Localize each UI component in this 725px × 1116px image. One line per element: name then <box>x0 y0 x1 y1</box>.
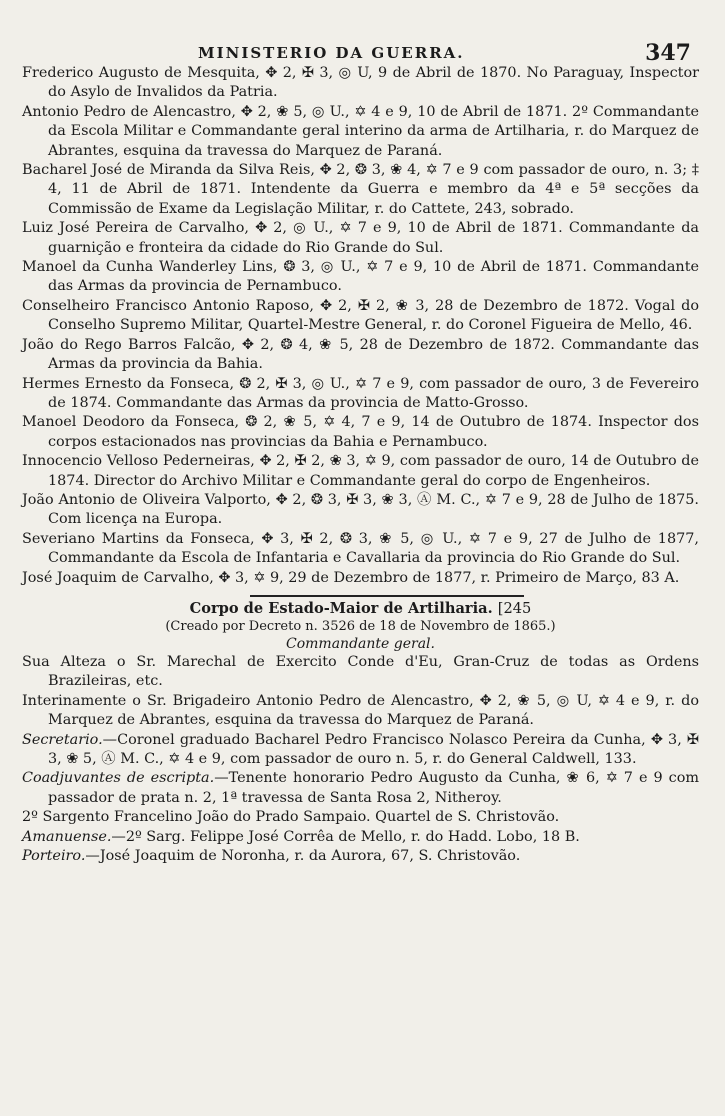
entry-text: —Coronel graduado Bacharel Pedro Francisco Nolasco Pereira da Cunha, ✥ 3, ✠ 3, ❀ 5, Ⓐ M. C., ✡ 4 e 9, com passador de ouro n. 5, r. do General Caldwell, 133. <box>48 731 699 767</box>
role-label: Secretario. <box>22 731 103 748</box>
running-title: MINISTERIO DA GUERRA. <box>198 44 465 62</box>
page-number: 347 <box>645 40 691 66</box>
officer-entry: Luiz José Pereira de Carvalho, ✥ 2, ◎ U., ✡ 7 e 9, 10 de Abril de 1871. Commandante da guarnição e fronteira da cidade do Rio Grande do Sul. <box>22 220 699 256</box>
officer-entry: Innocencio Velloso Pederneiras, ✥ 2, ✠ 2, ❀ 3, ✡ 9, com passador de ouro, 14 de Outubro de 1874. Director do Archivo Militar e Commandante geral do corpo de Engenheiros. <box>22 453 699 489</box>
staff-entry <box>22 653 699 692</box>
section-title: Corpo de Estado-Maior de Artilharia. <box>189 599 493 617</box>
officer-entry: Manoel Deodoro da Fonseca, ❂ 2, ❀ 5, ✡ 4, 7 e 9, 14 de Outubro de 1874. Inspector dos corpos estacionados nas provincias da Bahia e Pernambuco. <box>22 414 699 450</box>
staff-entry <box>22 731 699 770</box>
entry-text: Sua Alteza o Sr. Marechal de Exercito Conde d'Eu, Gran-Cruz de todas as Ordens Brazileiras, etc. <box>22 653 699 690</box>
section-decree: (Creado por Decreto n. 3526 de 18 de Novembro de 1865.) <box>165 618 556 634</box>
officer-entry: José Joaquim de Carvalho, ✥ 3, ✡ 9, 29 de Dezembro de 1877, r. Primeiro de Março, 83 A. <box>22 569 680 586</box>
staff-entry <box>22 828 699 847</box>
officer-entry: Antonio Pedro de Alencastro, ✥ 2, ❀ 5, ◎ U., ✡ 4 e 9, 10 de Abril de 1871. 2º Commandante da Escola Militar e Commandante geral interino da arma de Artilharia, r. do Marquez de Abrantes, esquina da travessa do Marquez de Paraná. <box>22 103 699 159</box>
officer-entry: Conselheiro Francisco Antonio Raposo, ✥ 2, ✠ 2, ❀ 3, 28 de Dezembro de 1872. Vogal do Conselho Supremo Militar, Quartel-Mestre General, r. do Coronel Figueira de Mello, 46. <box>22 297 699 334</box>
entry-text: —2º Sarg. Felippe José Corrêa de Mello, r. do Hadd. Lobo, 18 B. <box>111 828 580 845</box>
officer-list-top <box>22 64 699 588</box>
section-heading <box>22 599 699 618</box>
role-label: Amanuense. <box>22 828 112 845</box>
officer-entry: Frederico Augusto de Mesquita, ✥ 2, ✠ 3, ◎ U, 9 de Abril de 1870. No Paraguay, Inspector do Asylo de Invalidos da Patria. <box>22 65 699 101</box>
section-subheading: Commandante geral. <box>286 635 435 652</box>
officer-list-bottom <box>22 653 699 866</box>
staff-entry <box>22 769 699 808</box>
staff-entry <box>22 692 699 731</box>
section-count: [245 <box>497 599 532 617</box>
entry-text: —José Joaquim de Noronha, r. da Aurora, 67, S. Christovão. <box>85 848 521 865</box>
staff-entry <box>22 808 699 827</box>
staff-entry <box>22 847 699 866</box>
role-label: Porteiro. <box>22 848 86 865</box>
entry-text: Interinamente o Sr. Brigadeiro Antonio Pedro de Alencastro, ✥ 2, ❀ 5, ◎ U, ✡ 4 e 9, r. do Marquez de Abrantes, esquina da travessa do Marquez de Paraná. <box>22 692 699 729</box>
officer-entry: Severiano Martins da Fonseca, ✥ 3, ✠ 2, ❂ 3, ❀ 5, ◎ U., ✡ 7 e 9, 27 de Julho de 1877, Commandante da Escola de Infantaria e Cavallaria da provincia do Rio Grande do Sul. <box>22 530 699 567</box>
page-header <box>22 40 699 68</box>
entry-text: —Tenente honorario Pedro Augusto da Cunha, ❀ 6, ✡ 7 e 9 com passador de prata n. 2, 1ª travessa de Santa Rosa 2, Nitheroy. <box>48 770 700 806</box>
officer-entry: João Antonio de Oliveira Valporto, ✥ 2, ❂ 3, ✠ 3, ❀ 3, Ⓐ M. C., ✡ 7 e 9, 28 de Julho de 1875. Com licença na Europa. <box>22 491 699 528</box>
role-label: Coadjuvantes de escripta. <box>22 770 215 787</box>
officer-entry: Bacharel José de Miranda da Silva Reis, ✥ 2, ❂ 3, ❀ 4, ✡ 7 e 9 com passador de ouro, n. 3; ‡ 4, 11 de Abril de 1871. Intendente da Guerra e membro da 4ª e 5ª secções da Commissão de Exame da Legislação Militar, r. do Cattete, 243, sobrado. <box>22 162 699 217</box>
officer-entry: João do Rego Barros Falcão, ✥ 2, ❂ 4, ❀ 5, 28 de Dezembro de 1872. Commandante das Armas da provincia da Bahia. <box>22 336 699 373</box>
officer-entry: Manoel da Cunha Wanderley Lins, ❂ 3, ◎ U., ✡ 7 e 9, 10 de Abril de 1871. Commandante das Armas da provincia de Pernambuco. <box>22 259 699 295</box>
section-divider <box>250 595 524 597</box>
officer-entry: Hermes Ernesto da Fonseca, ❂ 2, ✠ 3, ◎ U., ✡ 7 e 9, com passador de ouro, 3 de Fevereiro de 1874. Commandante das Armas da provincia de Matto-Grosso. <box>22 375 699 411</box>
entry-text: 2º Sargento Francelino João do Prado Sampaio. Quartel de S. Christovão. <box>22 809 560 826</box>
